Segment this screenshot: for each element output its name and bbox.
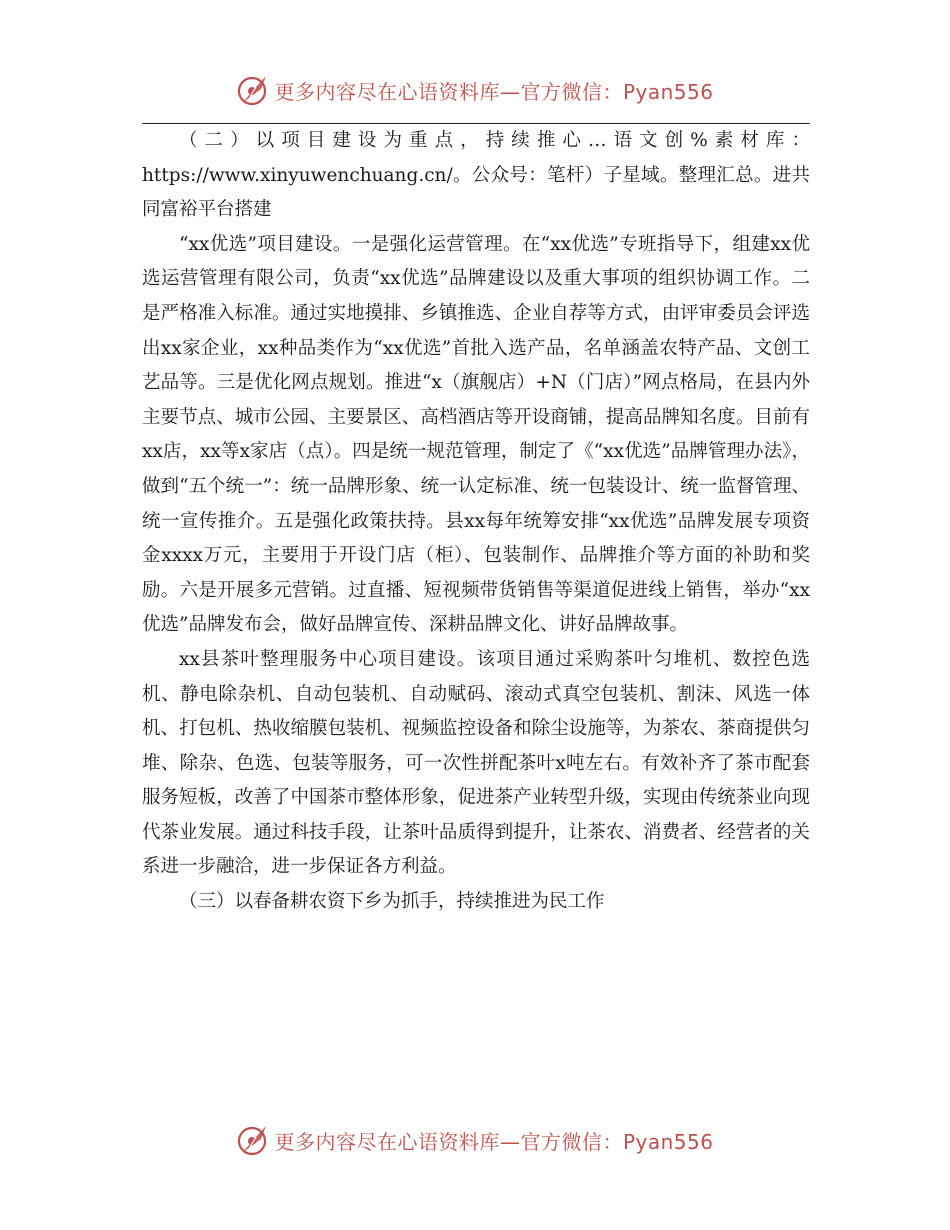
document-body (142, 124, 810, 920)
header-banner-text: 更多内容尽在心语资料库—官方微信：Pyan556 (274, 79, 714, 104)
quill-seal-icon (236, 1123, 270, 1157)
footer-banner-text: 更多内容尽在心语资料库—官方微信：Pyan556 (274, 1129, 714, 1154)
paragraph-tea-center: xx县茶叶整理服务中心项目建设。该项目通过采购茶叶匀堆机、数控色选机、静电除杂机、自动包装机、自动赋码、滚动式真空包装机、割沫、风选一体机、打包机、热收缩膜包装机、视频监控设备和除尘设施等，为茶农、茶商提供匀堆、除杂、色选、包装等服务，可一次性拼配茶叶x吨左右。有效补齐了茶市配套服务短板，改善了中国茶市整体形象，促进茶产业转型升级，实现由传统茶业向现代茶业发展。通过科技手段，让茶叶品质得到提升，让茶农、消费者、经营者的关系进一步融洽，进一步保证各方利益。 (142, 648, 810, 878)
paragraph-xx-youxuan: “xx优选”项目建设。一是强化运营管理。在“xx优选”专班指导下，组建xx优选运营管理有限公司，负责“xx优选”品牌建设以及重大事项的组织协调工作。二是严格准入标准。通过实地摸排、乡镇推选、企业自荐等方式，由评审委员会评选出xx家企业，xx种品类作为“xx优选”首批入选产品，名单涵盖农特产品、文创工艺品等。三是优化网点规划。推进“x（旗舰店）+N（门店）”网点格局，在县内外主要节点、城市公园、主要景区、高档酒店等开设商铺，提高品牌知名度。目前有xx店，xx等x家店（点）。四是统一规范管理，制定了《“xx优选”品牌管理办法》，做到“五个统一”：统一品牌形象、统一认定标准、统一包装设计、统一监督管理、统一宣传推介。五是强化政策扶持。县xx每年统筹安排“xx优选”品牌发展专项资金xxxx万元，主要用于开设门店（柜）、包装制作、品牌推介等方面的补助和奖励。六是开展多元营销。过直播、短视频带货销售等渠道促进线上销售，举办“xx优选”品牌发布会，做好品牌宣传、深耕品牌文化、讲好品牌故事。 (142, 233, 810, 636)
footer-banner (0, 1118, 950, 1162)
paragraph-section-2-heading: （二）以项目建设为重点，持续推心…语文创%素材库：https://www.xinyuwenchuang.cn/。公众号：笔杆）子星域。整理汇总。进共同富裕平台搭建 (142, 130, 810, 221)
quill-seal-icon (236, 73, 270, 107)
paragraph-section-3-heading: （三）以春备耕农资下乡为抓手，持续推进为民工作 (179, 891, 605, 913)
header-banner (0, 68, 950, 112)
